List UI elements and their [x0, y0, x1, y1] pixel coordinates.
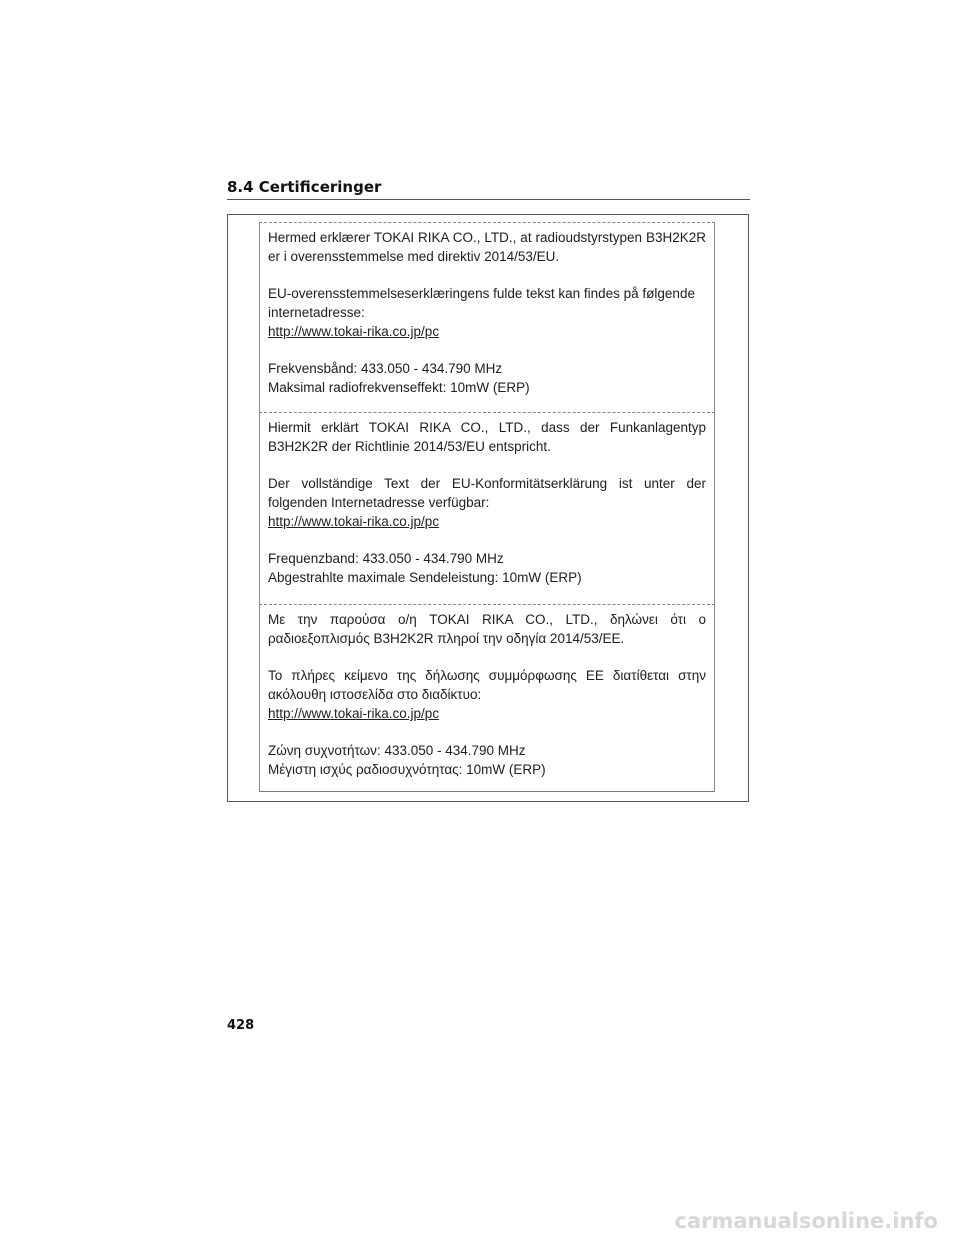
certificate-german: [259, 412, 715, 604]
certificate-danish: [259, 222, 715, 412]
declaration-text: Hiermit erklärt TOKAI RIKA CO., LTD., dass der Funkanlagentyp B3H2K2R der Richtlinie 2014/53/EU entspricht.: [268, 420, 706, 454]
section-title: 8.4 Certificeringer: [227, 178, 382, 196]
watermark: carmanualsonline.info: [674, 1209, 938, 1233]
certificate-greek: [259, 604, 715, 792]
max-power: Abgestrahlte maximale Sendeleistung: 10mW (ERP): [268, 570, 582, 585]
declaration-text: Hermed erklærer TOKAI RIKA CO., LTD., at radioudstyrstypen B3H2K2R er i overensstemmelse med direktiv 2014/53/EU.: [268, 230, 706, 264]
full-text-intro: Der vollständige Text der EU-Konformitätserklärung ist unter der folgenden Internetadresse verfügbar:: [268, 476, 706, 510]
full-text-intro: EU-overensstemmelseserklæringens fulde tekst kan findes på følgende internetadresse:: [268, 286, 695, 320]
frequency-band: Frekvensbånd: 433.050 - 434.790 MHz: [268, 361, 503, 376]
certificate-url-link[interactable]: http://www.tokai-rika.co.jp/pc: [268, 514, 440, 529]
page-number: 428: [227, 1018, 255, 1033]
certificate-url-link[interactable]: http://www.tokai-rika.co.jp/pc: [268, 706, 440, 721]
max-power: Maksimal radiofrekvenseffekt: 10mW (ERP): [268, 380, 530, 395]
certificate-url-link[interactable]: http://www.tokai-rika.co.jp/pc: [268, 324, 440, 339]
title-divider: [227, 199, 750, 200]
full-text-intro: Το πλήρες κείμενο της δήλωσης συμμόρφωσης ΕΕ διατίθεται στην ακόλουθη ιστοσελίδα στο διαδίκτυο:: [268, 668, 706, 702]
max-power: Μέγιστη ισχύς ραδιοσυχνότητας: 10mW (ERP): [268, 762, 546, 777]
declaration-text: Με την παρούσα ο/η TOKAI RIKA CO., LTD., δηλώνει ότι ο ραδιοεξοπλισμός B3H2K2R πληροί την οδηγία 2014/53/ΕΕ.: [268, 612, 706, 646]
frequency-band: Ζώνη συχνοτήτων: 433.050 - 434.790 MHz: [268, 743, 526, 758]
frequency-band: Frequenzband: 433.050 - 434.790 MHz: [268, 551, 504, 566]
